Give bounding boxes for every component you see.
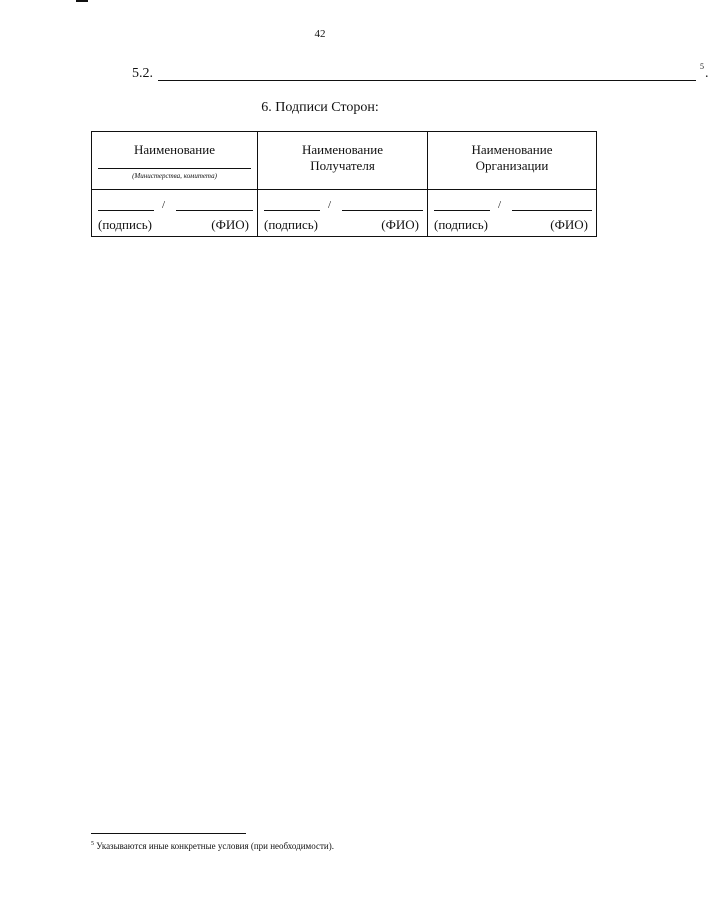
clause-footnote-mark: 5 <box>700 62 704 71</box>
clause-number: 5.2. <box>132 66 153 81</box>
footnote <box>91 841 334 851</box>
signature-slash: / <box>328 199 332 211</box>
fio-line <box>342 210 423 211</box>
signature-line <box>434 210 490 211</box>
ministry-name-line <box>98 168 251 169</box>
party-cell-recipient <box>258 132 428 190</box>
signature-line <box>264 210 320 211</box>
signature-cell-organization <box>428 190 597 237</box>
signature-lines <box>434 200 592 212</box>
clause-5-2 <box>132 62 709 84</box>
party-title-line: Организации <box>475 158 549 173</box>
party-title-line: Получателя <box>310 158 375 173</box>
signatures-table <box>91 131 597 237</box>
fio-label: (ФИО) <box>550 217 588 232</box>
signature-lines <box>264 200 423 212</box>
clause-end-punct: . <box>705 66 709 81</box>
party-title <box>92 132 257 158</box>
footnote-rule <box>91 833 246 834</box>
party-title-line: Наименование <box>134 142 215 157</box>
party-title <box>428 132 596 174</box>
signature-slash: / <box>162 199 166 211</box>
fio-line <box>512 210 592 211</box>
footnote-text: Указываются иные конкретные условия (при необходимости). <box>96 841 334 851</box>
clause-fill-line <box>158 80 696 81</box>
ministry-caption: (Министерства, комитета) <box>132 172 217 180</box>
corner-mark <box>76 0 88 2</box>
page-number: 42 <box>314 28 326 40</box>
fio-label: (ФИО) <box>381 217 419 232</box>
fio-label: (ФИО) <box>211 217 249 232</box>
fio-line <box>176 210 253 211</box>
party-title-line: Наименование <box>302 142 383 157</box>
signature-label: (подпись) <box>264 217 318 232</box>
party-title-line: Наименование <box>471 142 553 157</box>
party-title <box>258 132 427 174</box>
signature-cell-ministry <box>92 190 258 237</box>
footnote-mark: 5 <box>91 841 94 847</box>
signature-lines <box>98 200 253 212</box>
party-cell-ministry <box>92 132 258 190</box>
party-cell-organization <box>428 132 597 190</box>
signature-label: (подпись) <box>434 217 488 232</box>
table-row <box>92 132 597 190</box>
section-heading: 6. Подписи Сторон: <box>261 100 379 115</box>
signature-label: (подпись) <box>98 217 152 232</box>
signature-cell-recipient <box>258 190 428 237</box>
signature-line <box>98 210 154 211</box>
signature-slash: / <box>498 199 502 211</box>
table-row <box>92 190 597 237</box>
